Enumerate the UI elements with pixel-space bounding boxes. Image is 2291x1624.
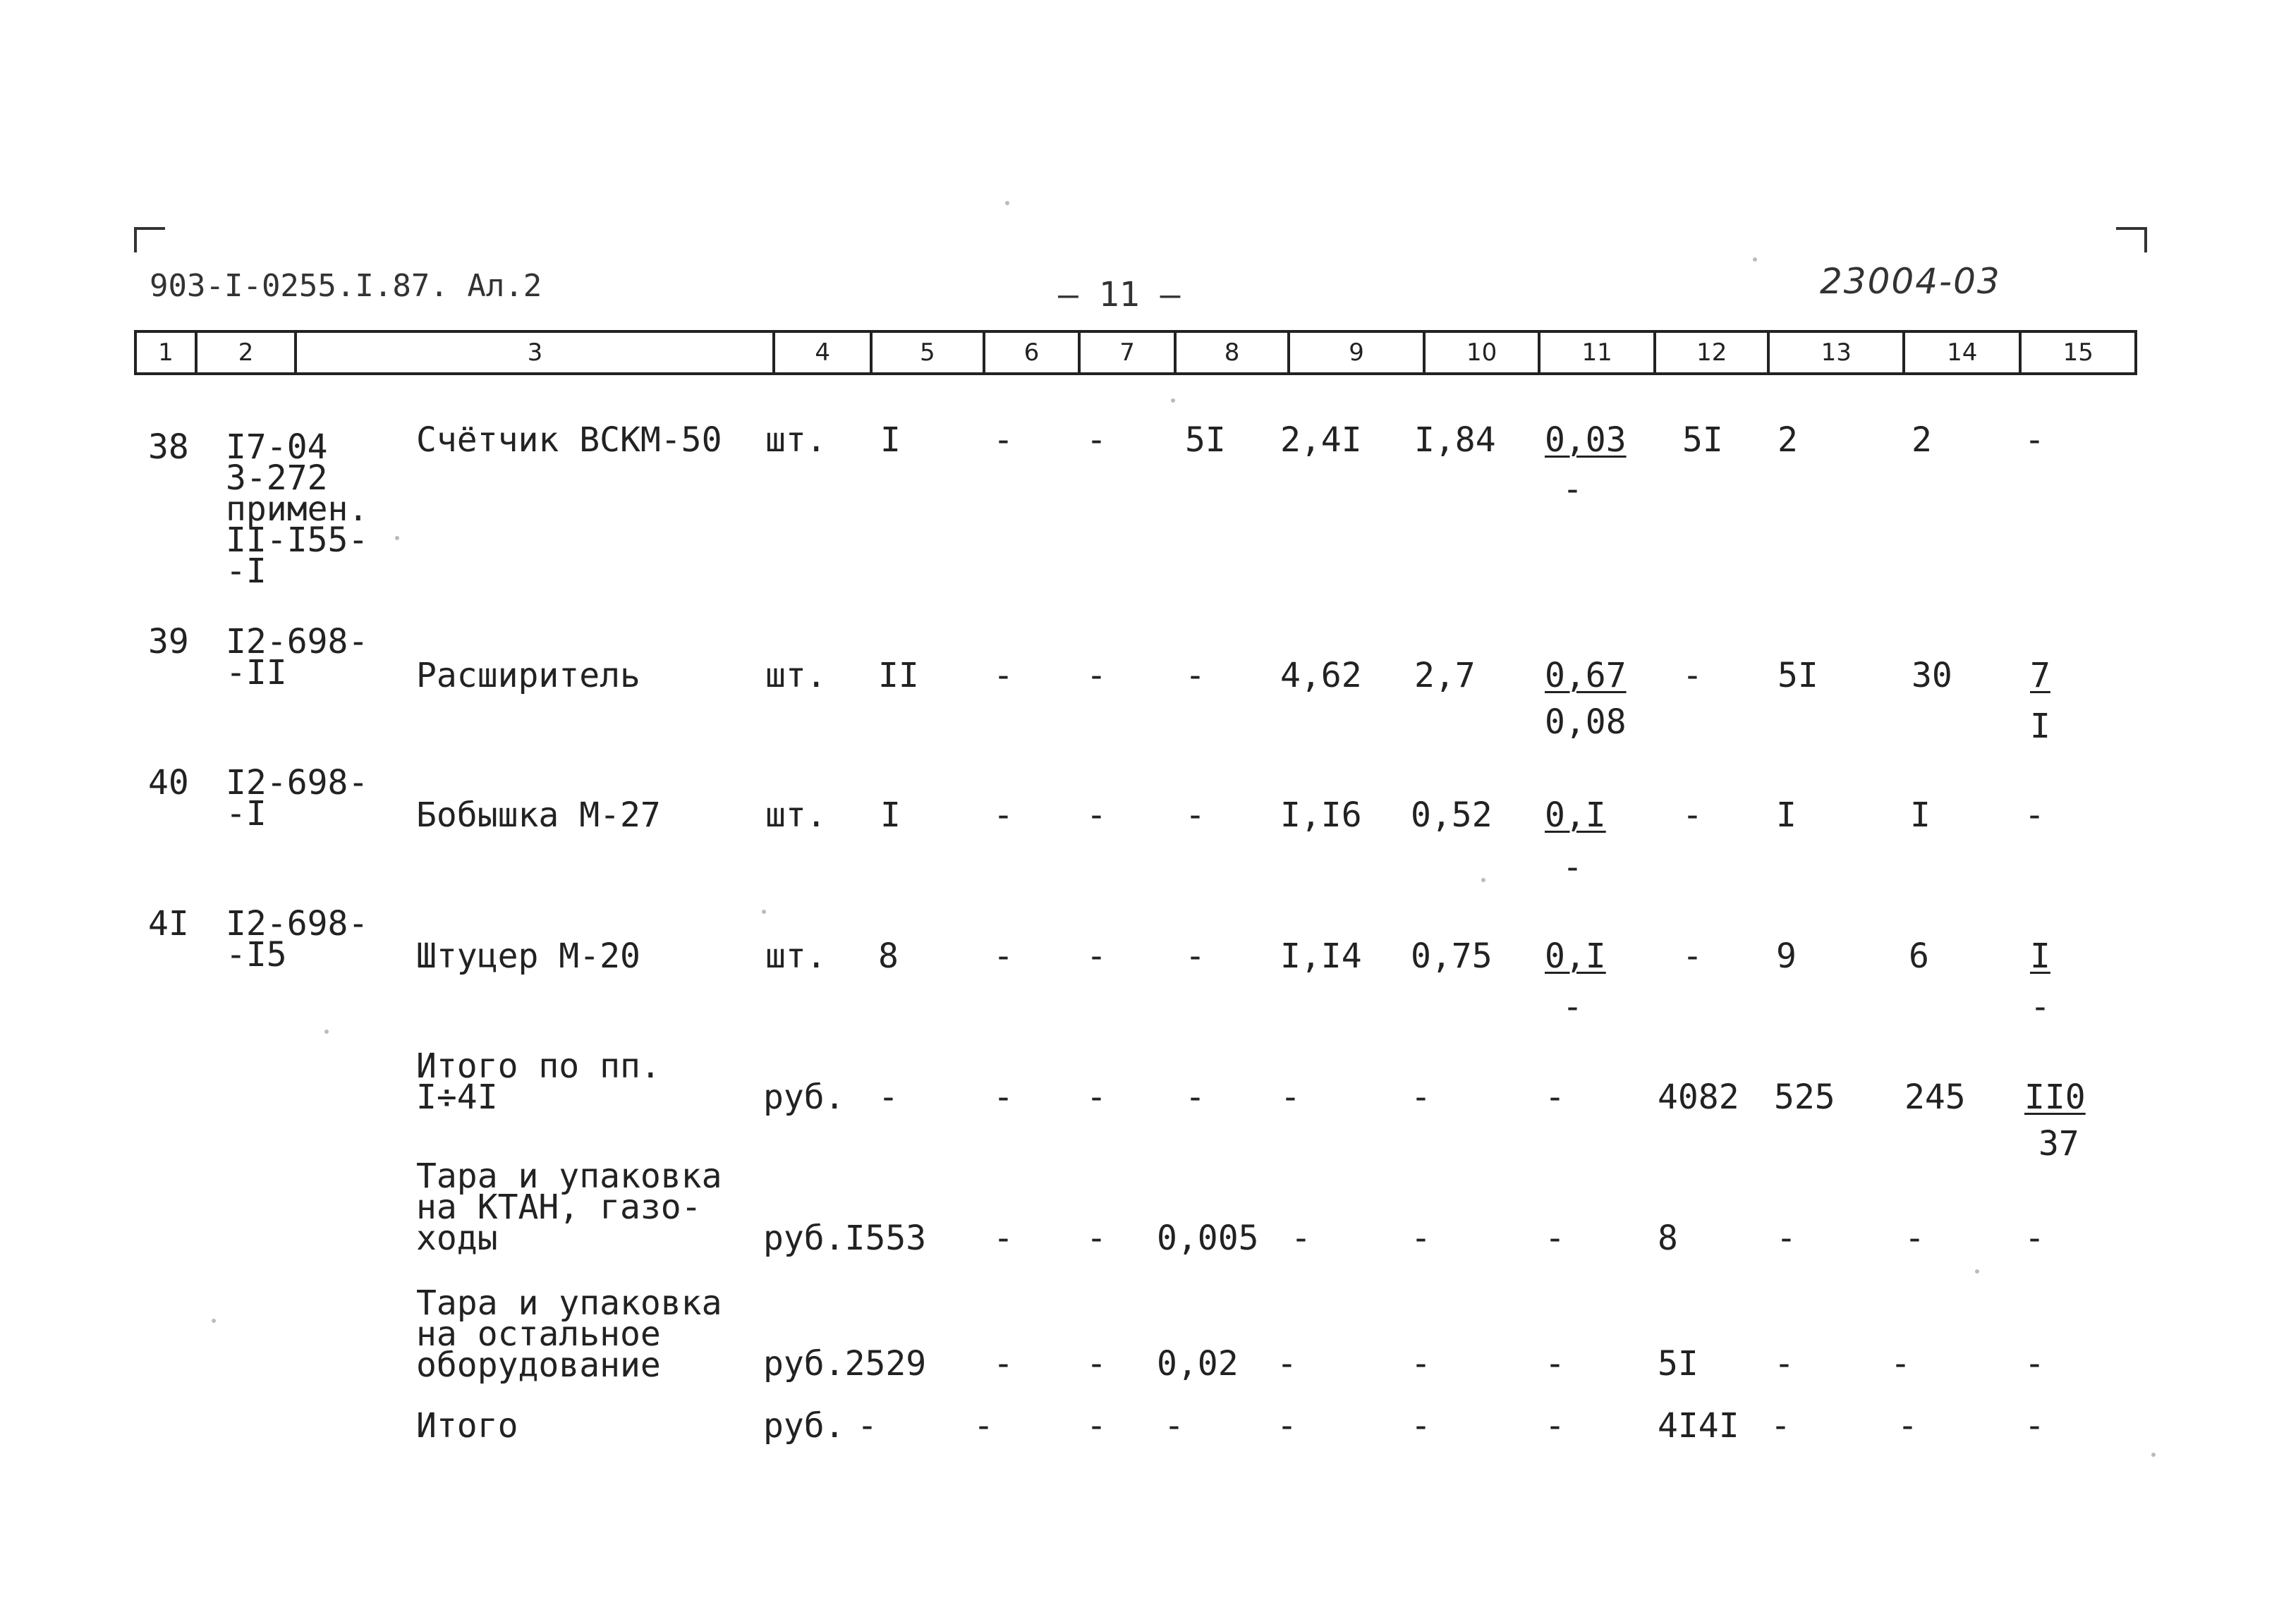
col9-value: I,I6 — [1280, 795, 1362, 835]
unit: руб. — [763, 1406, 845, 1446]
column-number-row — [134, 330, 2137, 375]
project-number: 23004-03 — [1820, 261, 2001, 302]
item-name: Бобышка М-27 — [416, 795, 661, 835]
col6-value: - — [993, 1344, 1014, 1384]
col12-value: 5I — [1658, 1344, 1699, 1384]
column-header: 1 — [137, 333, 198, 372]
col7-value: - — [1086, 1344, 1107, 1384]
unit: руб. — [763, 1077, 845, 1117]
unit: шт. — [765, 420, 827, 460]
col15-value: I — [2030, 936, 2050, 976]
col15-subvalue: I — [2030, 707, 2050, 746]
col8-value: - — [1185, 936, 1205, 976]
scan-speck — [212, 1319, 216, 1323]
scan-speck — [1975, 1269, 1979, 1274]
col15-value: - — [2024, 420, 2045, 460]
col13-value: - — [1774, 1344, 1794, 1384]
col10-value: 2,7 — [1414, 656, 1476, 695]
col6-value: - — [993, 420, 1014, 460]
col10-value: 0,52 — [1411, 795, 1493, 835]
row-number: 40 — [148, 763, 189, 802]
unit: шт. — [765, 795, 827, 835]
col13-value: I — [1776, 795, 1797, 835]
col7-value: - — [1086, 936, 1107, 976]
column-header: 10 — [1426, 333, 1541, 372]
col9-value: - — [1277, 1344, 1297, 1384]
col11-value: 0,67 — [1545, 656, 1627, 695]
col14-value: - — [1897, 1406, 1918, 1446]
col9-value: - — [1277, 1406, 1297, 1446]
scan-speck — [762, 910, 766, 914]
item-name: Расширитель — [416, 656, 640, 695]
col6-value: - — [993, 656, 1014, 695]
col12-value: - — [1682, 795, 1703, 835]
col10-value: - — [1411, 1406, 1431, 1446]
col10-value: - — [1411, 1077, 1431, 1117]
col10-value: I,84 — [1414, 420, 1496, 460]
col12-value: 5I — [1682, 420, 1723, 460]
column-header: 7 — [1081, 333, 1177, 372]
col6-value: - — [973, 1406, 994, 1446]
scan-speck — [1171, 398, 1175, 403]
column-header: 13 — [1770, 333, 1904, 372]
item-name: Штуцер М-20 — [416, 936, 640, 976]
item-name: Итого по пп. I÷4I — [416, 1046, 661, 1117]
col9-value: 2,4I — [1280, 420, 1362, 460]
column-header: 15 — [2062, 338, 2094, 367]
col12-value: 8 — [1658, 1219, 1678, 1258]
quantity: I — [880, 795, 901, 835]
col15-value: - — [2024, 1406, 2045, 1446]
col13-value: 525 — [1774, 1077, 1835, 1117]
col5-value: - — [878, 1077, 899, 1117]
col15-value: - — [2024, 1344, 2045, 1384]
col14-value: 2 — [1912, 420, 1932, 460]
scan-speck — [2151, 1453, 2156, 1457]
col10-value: - — [1411, 1344, 1431, 1384]
col6-value: - — [993, 1219, 1014, 1258]
col5-value: - — [857, 1406, 877, 1446]
col10-value: 0,75 — [1411, 936, 1493, 976]
col6-value: - — [993, 1077, 1014, 1117]
col14-value: 245 — [1904, 1077, 1966, 1117]
document-code: 903-I-0255.I.87. Ал.2 — [150, 268, 542, 304]
item-name: Тара и упаковка на остальное оборудование — [416, 1283, 722, 1385]
col15-subvalue: - — [2030, 987, 2050, 1027]
column-header: 14 — [1905, 333, 2022, 372]
col15-subvalue: 37 — [2038, 1124, 2079, 1164]
item-name: Счётчик ВСКМ-50 — [416, 420, 722, 460]
column-header: 4 — [775, 333, 873, 372]
col11-subvalue: - — [1562, 470, 1583, 509]
col11-value: - — [1545, 1219, 1565, 1258]
column-header: 11 — [1540, 333, 1656, 372]
col7-value: - — [1086, 795, 1107, 835]
scan-speck — [1753, 257, 1757, 262]
col10-value: - — [1411, 1219, 1431, 1258]
col7-value: - — [1086, 420, 1107, 460]
col11-value: 0,I — [1545, 795, 1606, 835]
unit: руб.I553 — [763, 1219, 927, 1258]
col11-subvalue: - — [1562, 987, 1583, 1027]
col8-value: - — [1185, 1077, 1205, 1117]
column-header: 9 — [1290, 333, 1425, 372]
col9-value: - — [1291, 1219, 1311, 1258]
column-header: 2 — [198, 333, 298, 372]
col9-value: - — [1280, 1077, 1301, 1117]
column-header: 6 — [985, 333, 1081, 372]
unit: шт. — [765, 936, 827, 976]
col13-value: - — [1770, 1406, 1791, 1446]
col11-value: - — [1545, 1077, 1565, 1117]
col15-value: - — [2024, 795, 2045, 835]
col14-value: - — [1890, 1344, 1911, 1384]
column-header: 5 — [873, 333, 985, 372]
col6-value: - — [993, 795, 1014, 835]
col11-subvalue: - — [1562, 848, 1583, 887]
col14-value: I — [1910, 795, 1931, 835]
col11-value: 0,I — [1545, 936, 1606, 976]
col14-value: 30 — [1912, 656, 1952, 695]
scan-speck — [1481, 878, 1485, 882]
col8-value: - — [1185, 656, 1205, 695]
row-number: 4I — [148, 904, 189, 944]
column-header: 8 — [1177, 333, 1291, 372]
col9-value: 4,62 — [1280, 656, 1362, 695]
unit: шт. — [765, 656, 827, 695]
col11-value: - — [1545, 1406, 1565, 1446]
col12-value: - — [1682, 936, 1703, 976]
col11-value: 0,03 — [1545, 420, 1627, 460]
col15-value: 7 — [2030, 656, 2050, 695]
col13-value: 5I — [1778, 656, 1818, 695]
col13-value: 9 — [1776, 936, 1797, 976]
quantity: II — [878, 656, 919, 695]
col13-value: 2 — [1778, 420, 1798, 460]
col8-value: 5I — [1185, 420, 1226, 460]
col7-value: - — [1086, 1219, 1107, 1258]
reference-code: I2-698- -I5 — [226, 904, 369, 975]
row-number: 38 — [148, 427, 189, 467]
col8-value: - — [1185, 795, 1205, 835]
quantity: 8 — [878, 936, 899, 976]
column-header: 3 — [297, 333, 775, 372]
unit: руб.2529 — [763, 1344, 927, 1384]
row-number: 39 — [148, 622, 189, 661]
col7-value: - — [1086, 656, 1107, 695]
col8-value: 0,02 — [1157, 1344, 1239, 1384]
col15-value: II0 — [2024, 1077, 2086, 1117]
column-header: 12 — [1656, 333, 1770, 372]
col7-value: - — [1086, 1406, 1107, 1446]
col7-value: - — [1086, 1077, 1107, 1117]
quantity: I — [880, 420, 901, 460]
col12-value: 4I4I — [1658, 1406, 1739, 1446]
scan-speck — [1005, 201, 1009, 205]
col14-value: - — [1904, 1219, 1925, 1258]
corner-mark-top-right — [2116, 227, 2147, 252]
scan-speck — [324, 1030, 329, 1034]
col11-value: - — [1545, 1344, 1565, 1384]
col8-value: - — [1164, 1406, 1184, 1446]
col8-value: 0,005 — [1157, 1219, 1259, 1258]
col14-value: 6 — [1909, 936, 1929, 976]
corner-mark-top-left — [134, 227, 165, 252]
page-number: — 11 — — [1058, 275, 1181, 315]
reference-code: I7-04 3-272 примен. II-I55- -I — [226, 427, 369, 591]
col6-value: - — [993, 936, 1014, 976]
scan-speck — [395, 536, 399, 540]
item-name: Тара и упаковка на КТАН, газо- ходы — [416, 1156, 722, 1258]
reference-code: I2-698- -I — [226, 763, 369, 834]
col11-subvalue: 0,08 — [1545, 702, 1627, 742]
reference-code: I2-698- -II — [226, 622, 369, 692]
col9-value: I,I4 — [1280, 936, 1362, 976]
col15-value: - — [2024, 1219, 2045, 1258]
col13-value: - — [1776, 1219, 1797, 1258]
col12-value: - — [1682, 656, 1703, 695]
item-name: Итого — [416, 1406, 518, 1446]
col12-value: 4082 — [1658, 1077, 1739, 1117]
